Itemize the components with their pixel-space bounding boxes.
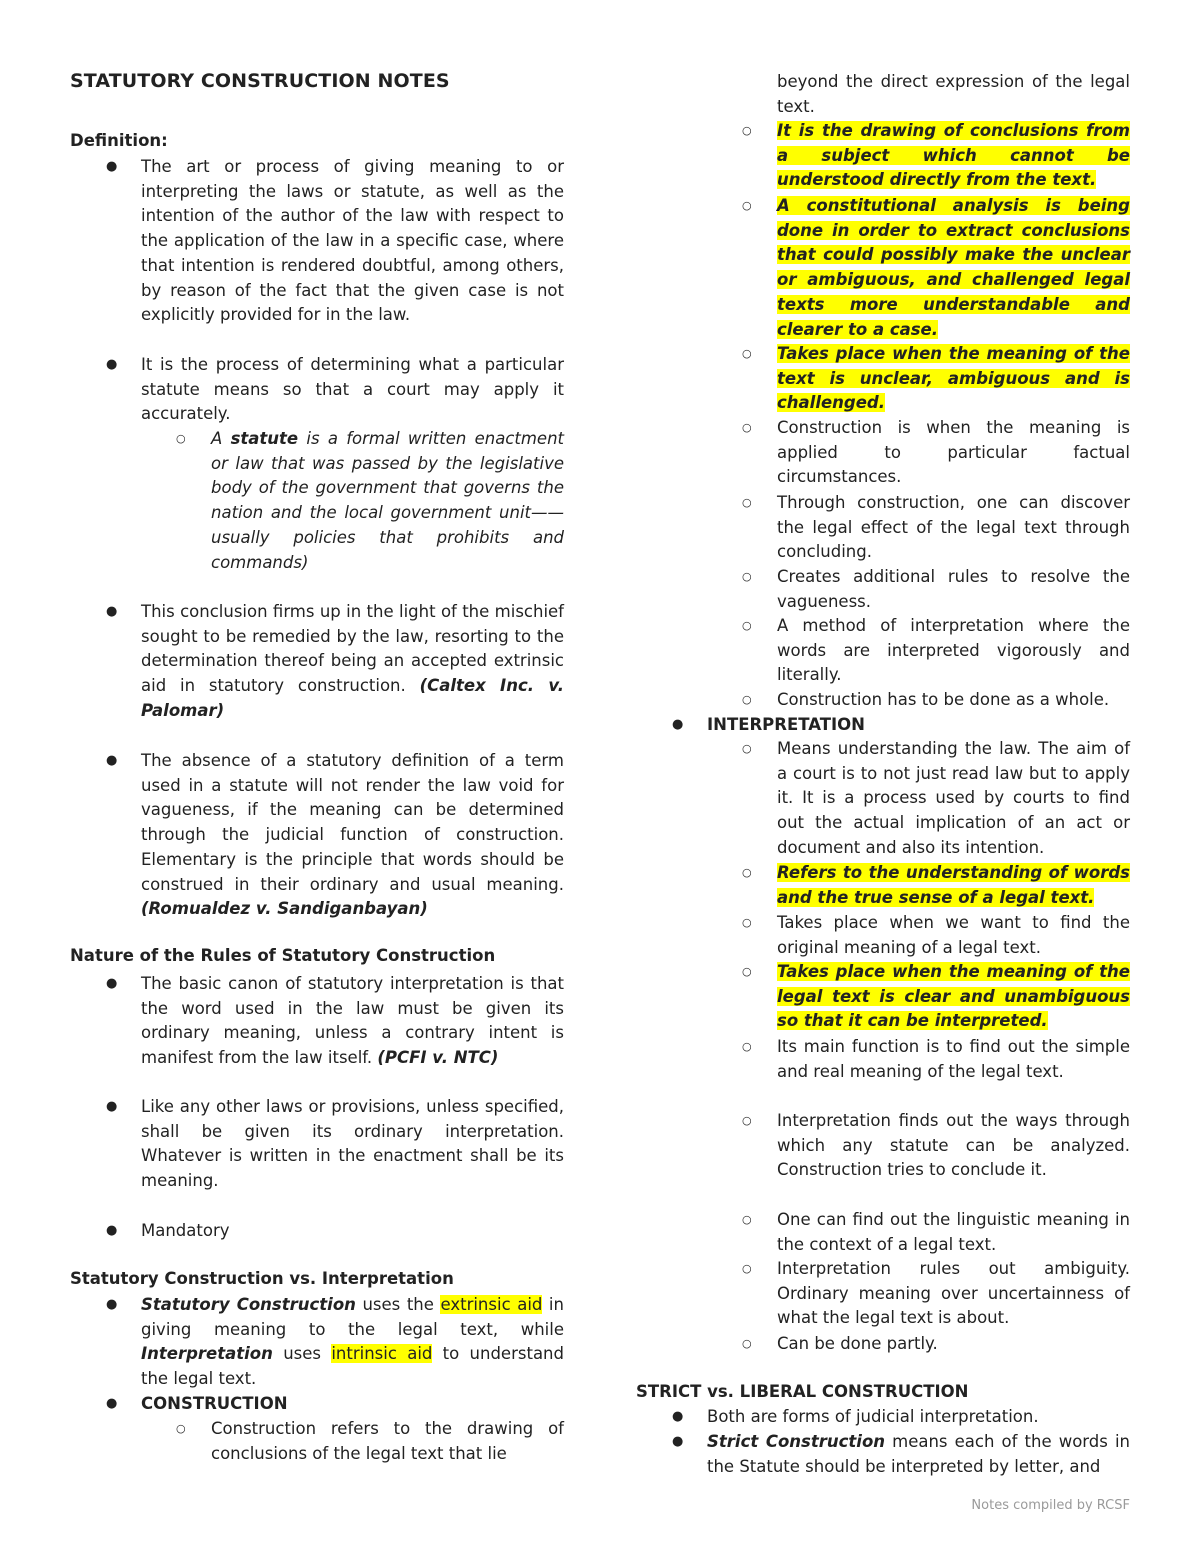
nature-bullet-2: Like any other laws or provisions, unless specified, shall be given its ordinary interpretation. Whatever is written in the enactment shall be its meaning. <box>141 1097 564 1191</box>
bullet-marker: ● <box>672 1434 684 1449</box>
sub-bullet-marker: ○ <box>742 866 752 879</box>
sub-bullet-marker: ○ <box>742 1262 752 1275</box>
extrinsic-aid-highlight: extrinsic aid <box>440 1295 543 1314</box>
sub-bullet-marker: ○ <box>742 916 752 929</box>
sub-bullet-marker: ○ <box>742 347 752 360</box>
construction-item-6: Creates additional rules to resolve the vagueness. <box>777 567 1130 611</box>
bullet-marker: ● <box>106 1223 118 1238</box>
interpretation-term: Interpretation <box>141 1344 273 1364</box>
definition-bullet-1: The art or process of giving meaning to or interpreting the laws or statute, as well as the intention of the author of the law with respect to the application of the law in a specific case, where that intention is rendered doubtful, among others, by reason of the fact that the given case is not explicitly provided for in the law. <box>141 157 564 325</box>
bullet-marker: ● <box>106 1297 118 1312</box>
construction-item-4: Construction is when the meaning is applied to particular factual circumstances. <box>777 418 1130 487</box>
bullet-marker: ● <box>106 1396 118 1411</box>
sub-bullet-marker: ○ <box>742 124 752 137</box>
definition-heading: Definition: <box>70 131 168 150</box>
interpretation-item-7: One can find out the linguistic meaning in the context of a legal text. <box>777 1210 1130 1254</box>
bullet-marker: ● <box>106 1099 118 1114</box>
vs-bullet-1 <box>141 1293 564 1392</box>
highlighted-text: Takes place when the meaning of the legal text is clear and unambiguous so that it can be interpreted. <box>777 962 1130 1031</box>
construction-item-1 <box>777 119 1130 193</box>
sub-bullet-marker: ○ <box>742 199 752 212</box>
statute-post: is a formal written enactment or law that was passed by the legislative body of the government that governs the nation and the local government unit——usually policies that prohibits and commands) <box>211 429 564 572</box>
bullet-marker: ● <box>106 357 118 372</box>
strict-construction-text: means each of the words in the Statute should be interpreted by letter, and <box>707 1432 1131 1476</box>
caltex-text: This conclusion firms up in the light of the mischief sought to be remedied by the law, resorting to the determination thereof being an accepted extrinsic aid in statutory construction. <box>141 602 564 696</box>
vs-text: to understand the legal text. <box>141 1344 564 1389</box>
definition-bullet-4 <box>141 749 564 922</box>
sub-bullet-marker: ○ <box>742 570 752 583</box>
intrinsic-aid-highlight: intrinsic aid <box>331 1344 433 1364</box>
vs-text: in giving meaning to the legal text, while <box>141 1295 564 1339</box>
highlighted-text: Refers to the understanding of words and the true sense of a legal text. <box>777 863 1130 907</box>
sub-bullet-marker: ○ <box>742 619 752 632</box>
statute-pre: A <box>211 429 231 448</box>
sub-bullet-marker: ○ <box>742 693 752 706</box>
bullet-marker: ● <box>106 976 118 991</box>
caltex-citation: (Caltex Inc. v. Palomar) <box>141 676 564 720</box>
bullet-marker: ● <box>672 717 684 732</box>
bullet-marker: ● <box>106 604 118 619</box>
construction-item-2 <box>777 194 1130 342</box>
interpretation-item-4 <box>777 960 1130 1034</box>
definition-bullet-2: It is the process of determining what a particular statute means so that a court may apply it accurately. <box>141 355 564 424</box>
bullet-marker: ● <box>672 1409 684 1424</box>
strict-bullet-1: Both are forms of judicial interpretation. <box>707 1407 1039 1426</box>
sub-bullet-marker: ○ <box>742 1213 752 1226</box>
highlighted-text: It is the drawing of conclusions from a subject which cannot be understood directly from the text. <box>777 121 1130 190</box>
sub-bullet-marker: ○ <box>742 1337 752 1350</box>
nature-bullet-3: Mandatory <box>141 1221 230 1240</box>
sub-bullet-marker: ○ <box>176 432 186 445</box>
interpretation-item-5: Its main function is to find out the simple and real meaning of the legal text. <box>777 1037 1130 1081</box>
statutory-construction-term: Statutory Construction <box>141 1295 356 1314</box>
vs-text: uses <box>272 1344 332 1364</box>
vs-text: uses the <box>355 1295 441 1314</box>
interpretation-item-6: Interpretation finds out the ways through which any statute can be analyzed. Construction tries to conclude it. <box>777 1111 1130 1180</box>
construction-sub-1: Construction refers to the drawing of conclusions of the legal text that lie <box>211 1419 564 1463</box>
statute-definition <box>211 427 564 575</box>
nature-heading: Nature of the Rules of Statutory Construction <box>70 946 496 965</box>
sub-bullet-marker: ○ <box>742 1114 752 1127</box>
pcfi-text: The basic canon of statutory interpretation is that the word used in the law must be given its ordinary meaning, unless a contrary intent is manifest from the law itself. <box>141 974 564 1068</box>
statute-term: statute <box>230 429 299 448</box>
sub-bullet-marker: ○ <box>742 421 752 434</box>
bullet-marker: ● <box>106 753 118 768</box>
strict-construction-term: Strict Construction <box>707 1432 886 1451</box>
construction-item-8: Construction has to be done as a whole. <box>777 690 1110 709</box>
document-title: STATUTORY CONSTRUCTION NOTES <box>70 70 450 92</box>
interpretation-item-1: Means understanding the law. The aim of a court is to not just read law but to apply it. It is a process used by courts to find out the actual implication of an act or document and also its intention. <box>777 739 1130 857</box>
definition-bullet-3 <box>141 600 564 724</box>
sub-bullet-marker: ○ <box>742 1040 752 1053</box>
sub-bullet-marker: ○ <box>742 965 752 978</box>
sub-bullet-marker: ○ <box>742 742 752 755</box>
interpretation-item-2 <box>777 861 1130 910</box>
romualdez-citation: (Romualdez v. Sandiganbayan) <box>141 899 428 919</box>
highlighted-text: A constitutional analysis is being done in order to extract conclusions that could possibly make the unclear or ambiguous, and challenged legal texts more understandable and clearer to a case. <box>777 196 1130 339</box>
construction-label: CONSTRUCTION <box>141 1394 288 1413</box>
vs-heading: Statutory Construction vs. Interpretation <box>70 1269 454 1288</box>
highlighted-text: Takes place when the meaning of the text is unclear, ambiguous and is challenged. <box>777 344 1130 413</box>
bullet-marker: ● <box>106 159 118 174</box>
page-footer: Notes compiled by RCSF <box>971 1498 1130 1513</box>
sub-bullet-marker: ○ <box>742 496 752 509</box>
nature-bullet-1 <box>141 972 564 1071</box>
interpretation-item-9: Can be done partly. <box>777 1334 938 1353</box>
construction-item-3 <box>777 342 1130 416</box>
strict-liberal-heading: STRICT vs. LIBERAL CONSTRUCTION <box>636 1382 969 1401</box>
interpretation-item-8: Interpretation rules out ambiguity. Ordinary meaning over uncertainness of what the legal text is about. <box>777 1259 1130 1328</box>
interpretation-heading: INTERPRETATION <box>707 715 865 734</box>
construction-continued: beyond the direct expression of the legal text. <box>777 72 1130 116</box>
construction-item-7: A method of interpretation where the words are interpreted vigorously and literally. <box>777 616 1130 685</box>
construction-item-5: Through construction, one can discover the legal effect of the legal text through concluding. <box>777 493 1130 562</box>
pcfi-citation: (PCFI v. NTC) <box>377 1048 499 1068</box>
interpretation-item-3: Takes place when we want to find the original meaning of a legal text. <box>777 913 1130 957</box>
romualdez-text: The absence of a statutory definition of a term used in a statute will not render the law void for vagueness, if the meaning can be determined through the judicial function of construction. Elementary is the principle that words should be construed in their ordinary and usual meaning. <box>141 751 564 894</box>
sub-bullet-marker: ○ <box>176 1422 186 1435</box>
strict-bullet-2 <box>707 1430 1130 1479</box>
